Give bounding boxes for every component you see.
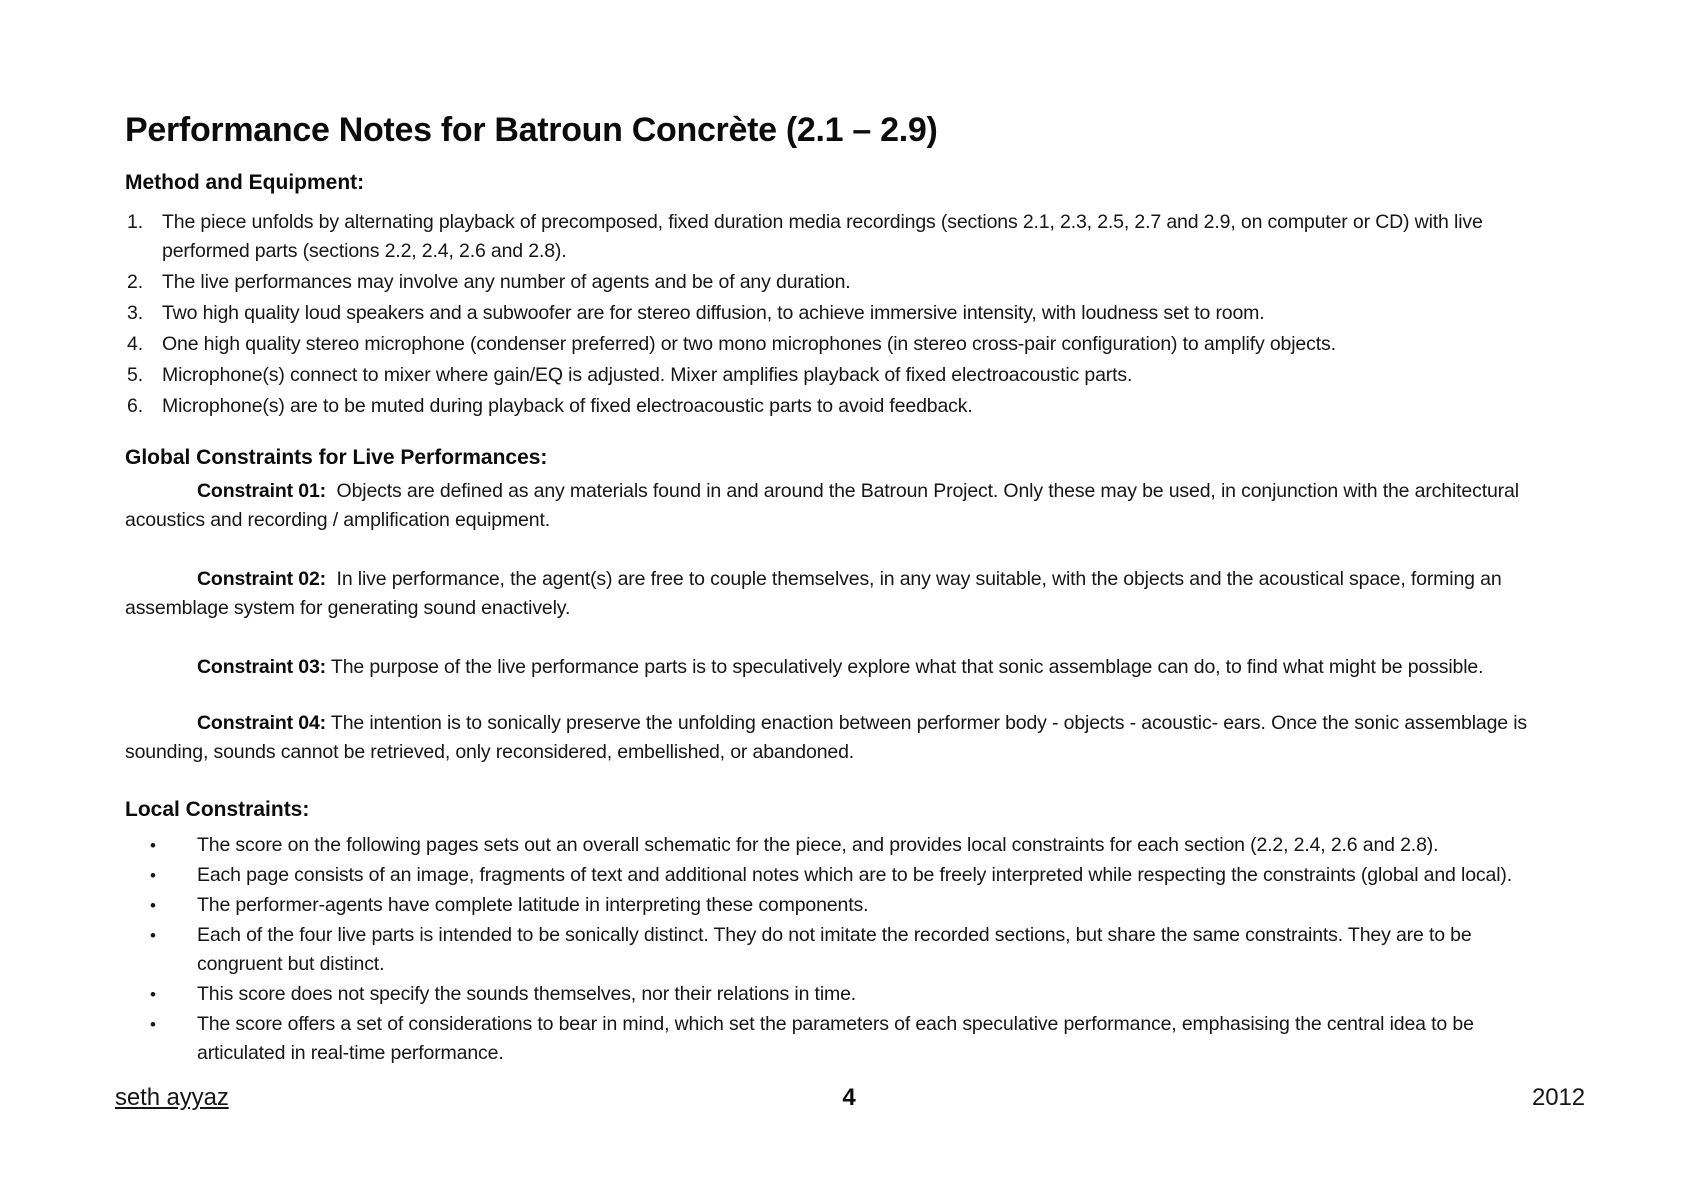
global-constraints-heading: Global Constraints for Live Performances:: [125, 446, 548, 469]
list-item-text: The live performances may involve any number of agents and be of any duration.: [162, 271, 851, 293]
constraint-01-paragraph: [125, 477, 1560, 535]
list-item-text: Microphone(s) are to be muted during playback of fixed electroacoustic parts to avoid feedback.: [162, 395, 973, 417]
constraint-02-paragraph: [125, 565, 1560, 623]
local-constraint-item-3: [125, 891, 1560, 920]
list-number: 1.: [127, 211, 143, 233]
page-number: 4: [842, 1084, 856, 1111]
list-number: 6.: [127, 395, 143, 417]
local-constraints-heading: Local Constraints:: [125, 798, 310, 821]
constraint-04-paragraph: [125, 709, 1560, 767]
local-constraints-list: [125, 831, 1560, 1068]
method-equipment-list: [125, 208, 1560, 421]
document-content: [125, 0, 1560, 1069]
list-item-text: The piece unfolds by alternating playback of precomposed, fixed duration media recordings (sections 2.1, 2.3, 2.5, 2.7 and 2.9, on computer or CD) with live performed parts (sections 2.2, 2.4, 2.6 and 2.8).: [162, 211, 1483, 262]
list-item-text: One high quality stereo microphone (condenser preferred) or two mono microphones (in stereo cross-pair configuration) to amplify objects.: [162, 333, 1336, 355]
bullet-item-text: The score on the following pages sets out an overall schematic for the piece, and provides local constraints for each section (2.2, 2.4, 2.6 and 2.8).: [197, 834, 1439, 856]
constraint-02-text: In live performance, the agent(s) are free to couple themselves, in any way suitable, with the objects and the acoustical space, forming an assemblage system for generating sound enactively.: [125, 568, 1507, 619]
constraint-04-label: Constraint 04:: [197, 712, 327, 734]
author-link[interactable]: seth ayyaz: [115, 1084, 229, 1111]
constraint-02-label: Constraint 02:: [197, 568, 327, 590]
bullet-icon: •: [150, 866, 156, 885]
bullet-icon: •: [150, 926, 156, 945]
bullet-icon: •: [150, 1015, 156, 1034]
list-number: 4.: [127, 333, 143, 355]
local-constraint-item-1: [125, 831, 1560, 860]
bullet-item-text: The performer-agents have complete latitude in interpreting these components.: [197, 894, 869, 916]
local-constraint-item-4: [125, 921, 1560, 979]
list-number: 3.: [127, 302, 143, 324]
constraint-04-text: The intention is to sonically preserve the unfolding enaction between performer body - objects - acoustic- ears. Once the sonic assemblage is sounding, sounds cannot be retrieved, only reconsidered, embellished, or abandoned.: [125, 712, 1533, 763]
bullet-item-text: This score does not specify the sounds themselves, nor their relations in time.: [197, 983, 857, 1005]
method-item-6: [125, 392, 1560, 421]
constraint-01-text: Objects are defined as any materials found in and around the Batroun Project. Only these may be used, in conjunction with the architectural acoustics and recording / amplification equipment.: [125, 480, 1525, 531]
bullet-icon: •: [150, 985, 156, 1004]
list-number: 5.: [127, 364, 143, 386]
bullet-item-text: The score offers a set of considerations to bear in mind, which set the parameters of each speculative performance, emphasising the central idea to be articulated in real-time performance.: [197, 1013, 1474, 1064]
page-title: Performance Notes for Batroun Concrète (2.1 – 2.9): [125, 111, 938, 149]
constraint-03-label: Constraint 03:: [197, 656, 327, 678]
bullet-item-text: Each page consists of an image, fragments of text and additional notes which are to be freely interpreted while respecting the constraints (global and local).: [197, 864, 1512, 886]
method-item-1: [125, 208, 1560, 266]
list-number: 2.: [127, 271, 143, 293]
bullet-icon: •: [150, 896, 156, 915]
list-item-text: Microphone(s) connect to mixer where gain/EQ is adjusted. Mixer amplifies playback of fixed electroacoustic parts.: [162, 364, 1133, 386]
local-constraint-item-5: [125, 980, 1560, 1009]
constraint-01-label: Constraint 01:: [197, 480, 327, 502]
method-equipment-heading: Method and Equipment:: [125, 171, 365, 194]
method-item-5: [125, 361, 1560, 390]
year-label: 2012: [1532, 1084, 1585, 1111]
method-item-2: [125, 268, 1560, 297]
method-item-4: [125, 330, 1560, 359]
local-constraint-item-2: [125, 861, 1560, 890]
bullet-icon: •: [150, 836, 156, 855]
local-constraint-item-6: [125, 1010, 1560, 1068]
method-item-3: [125, 299, 1560, 328]
constraint-03-text: The purpose of the live performance parts is to speculatively explore what that sonic assemblage can do, to find what might be possible.: [326, 656, 1484, 678]
bullet-item-text: Each of the four live parts is intended to be sonically distinct. They do not imitate the recorded sections, but share the same constraints. They are to be congruent but distinct.: [197, 924, 1472, 975]
list-item-text: Two high quality loud speakers and a subwoofer are for stereo diffusion, to achieve immersive intensity, with loudness set to room.: [162, 302, 1265, 324]
page-footer: [0, 1082, 1698, 1114]
constraint-03-paragraph: [125, 653, 1560, 682]
